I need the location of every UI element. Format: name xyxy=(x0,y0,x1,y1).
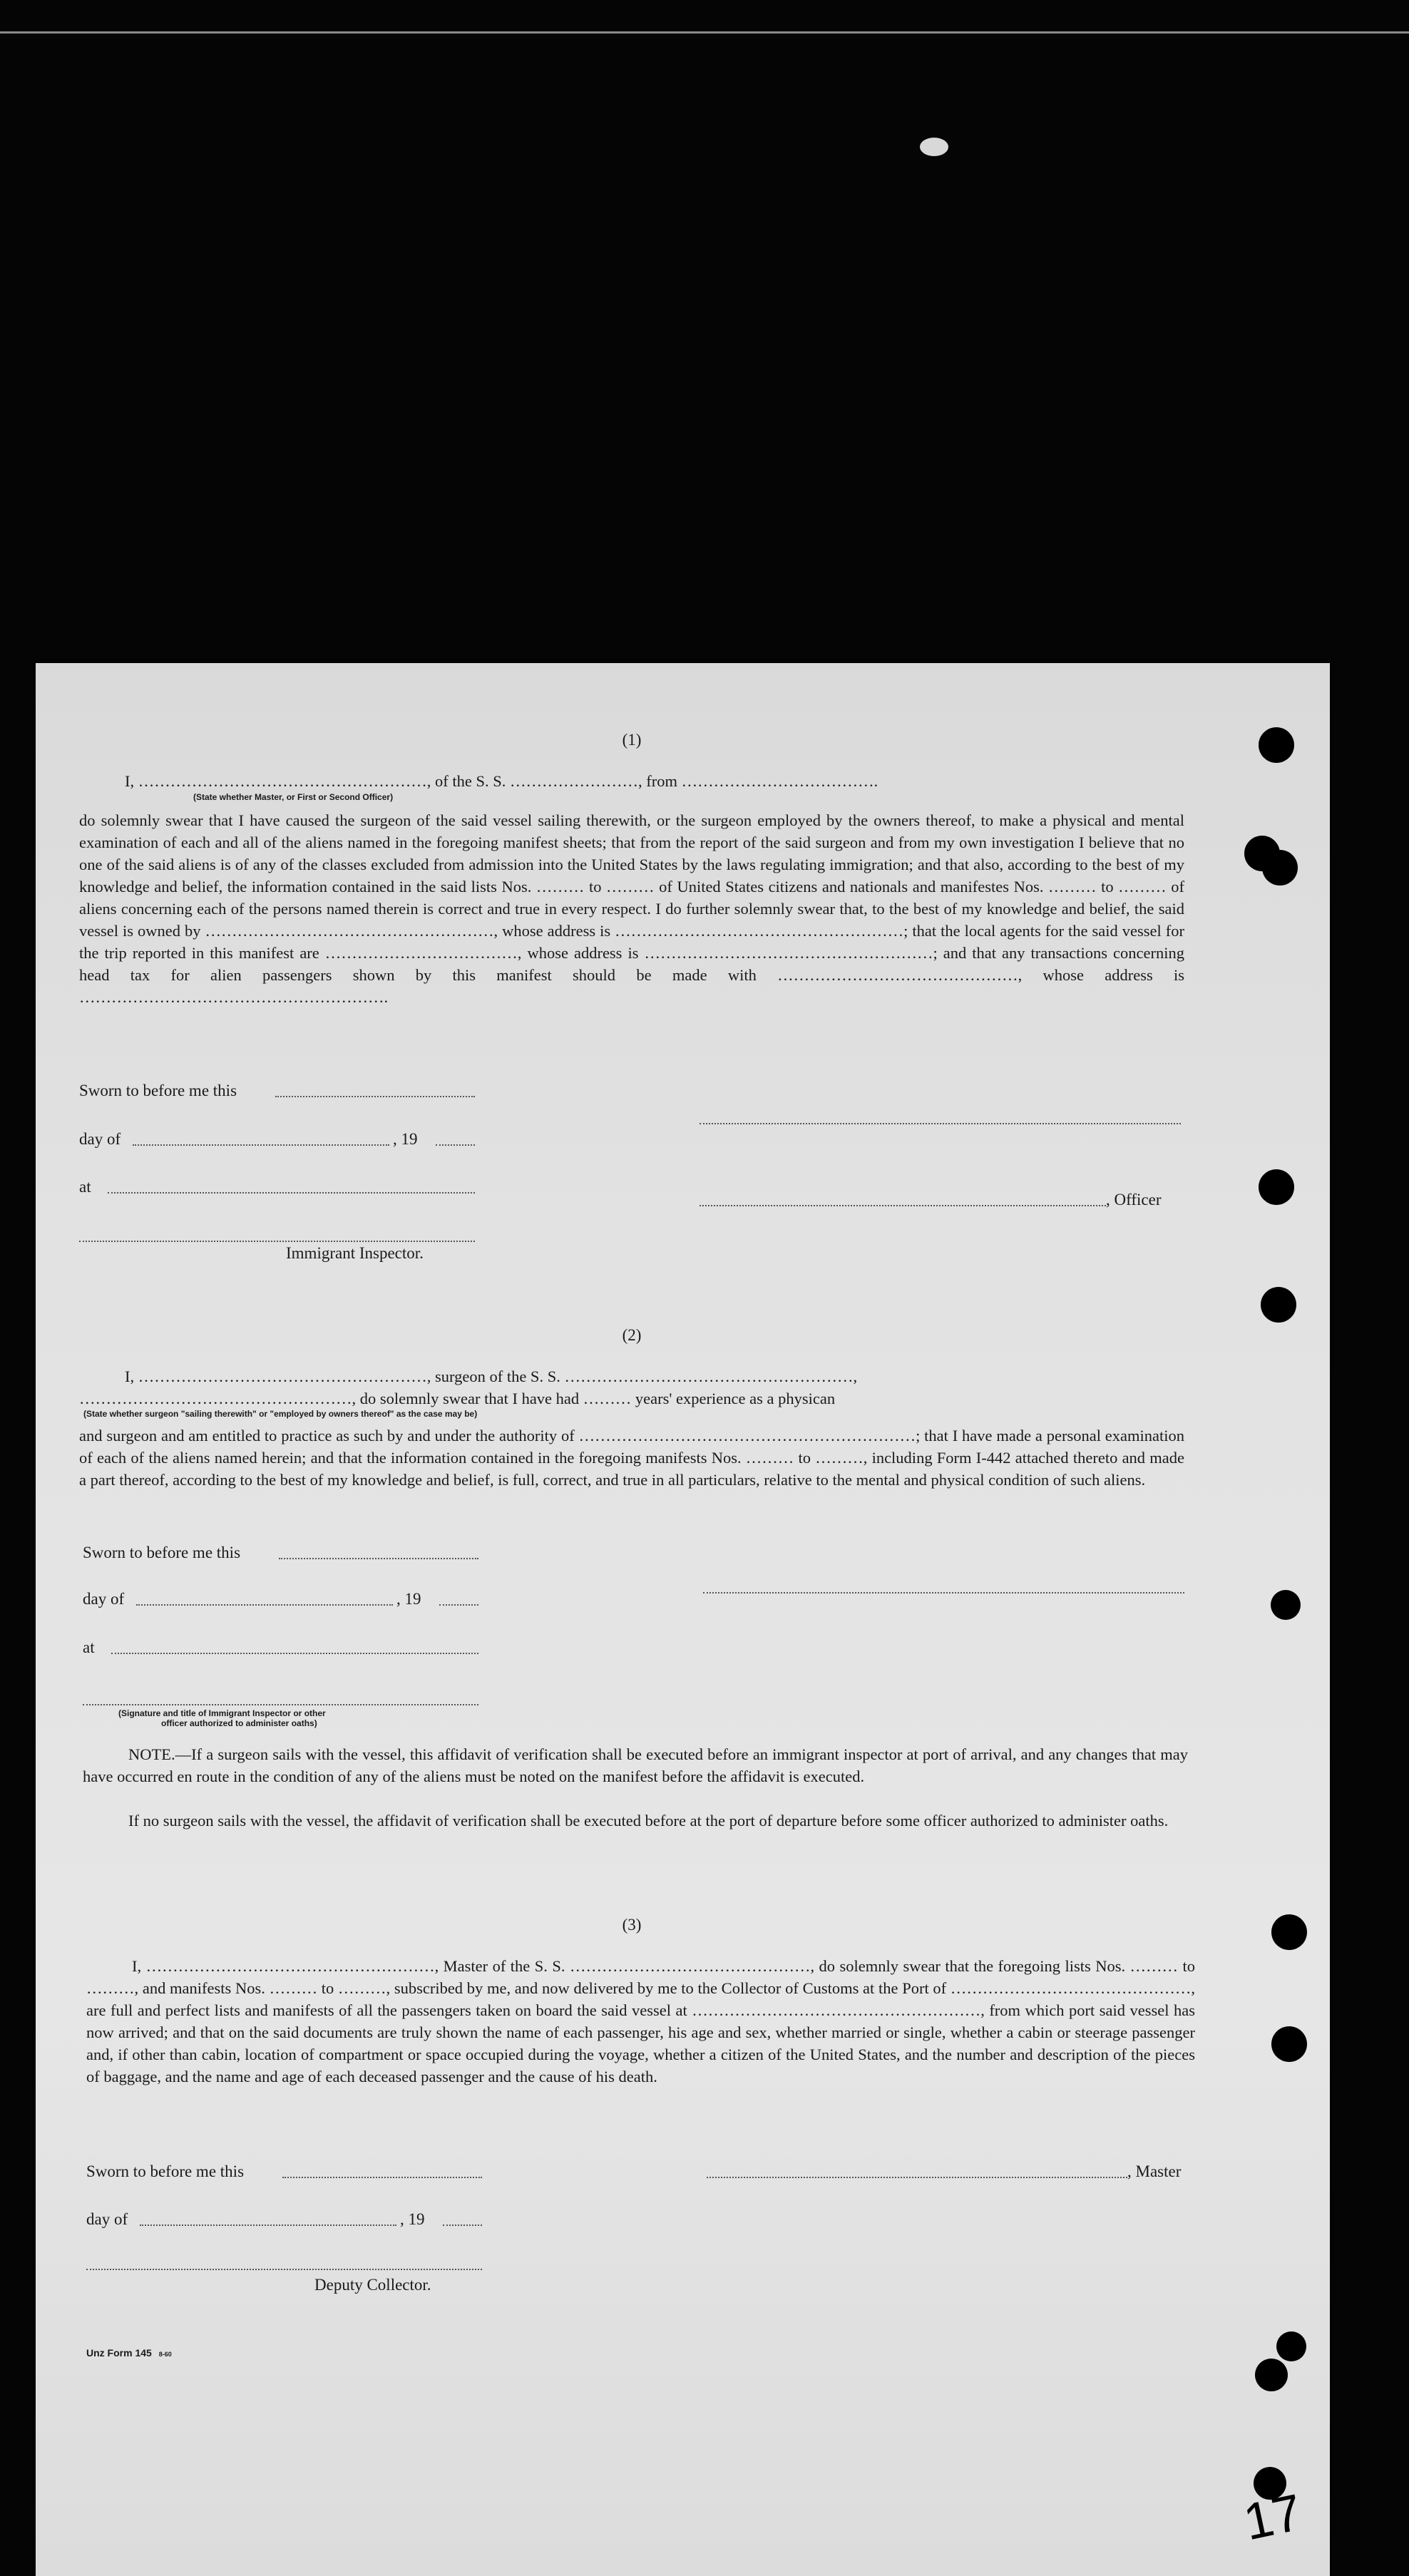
section-3-year-label: , 19 xyxy=(400,2210,425,2228)
section-1-officer-note: (State whether Master, or First or Second Officer) xyxy=(193,792,394,802)
section-2-note-2: If no surgeon sails with the vessel, the affidavit of verification shall be executed before at the port of departure before some officer authorized to administer oaths. xyxy=(128,1812,1169,1830)
section-3-day-line xyxy=(140,2225,396,2226)
film-speck xyxy=(920,138,948,156)
section-2-sworn-label: Sworn to before me this xyxy=(83,1544,241,1561)
binder-hole xyxy=(1271,1914,1307,1950)
form-number xyxy=(86,2347,172,2359)
section-1-year-line xyxy=(436,1144,475,1146)
section-1-sworn-label: Sworn to before me this xyxy=(79,1082,237,1099)
section-2-sworn-line xyxy=(279,1558,478,1559)
manifest-back-page xyxy=(36,663,1330,2576)
handwritten-page-number: 17 xyxy=(1239,2483,1307,2552)
binder-hole xyxy=(1259,1169,1294,1205)
binder-hole xyxy=(1259,727,1294,763)
section-2-oath-line: I, ………………………………………………, surgeon of the S. S. ………………………………………………, xyxy=(125,1367,858,1385)
section-3-collector-label: Deputy Collector. xyxy=(314,2276,431,2294)
section-2-day-label: day of xyxy=(83,1590,125,1608)
form-number-label: Unz Form 145 xyxy=(86,2347,152,2359)
section-1-signature-line xyxy=(700,1123,1181,1124)
binder-hole xyxy=(1261,1287,1296,1323)
binder-hole xyxy=(1255,2359,1288,2391)
section-1-sworn-line xyxy=(275,1096,475,1097)
section-1-officer-line xyxy=(700,1205,1106,1206)
binder-hole xyxy=(1271,2026,1307,2062)
section-1-oath-body: do solemnly swear that I have caused the surgeon of the said vessel sailing therewith, or the surgeon employed by the owners thereof, to make a physical and mental examination of each and all of the aliens named in the foregoing manifest sheets; that from the report of the said surgeon and from my own investigation I believe that no one of the said aliens is of any of the classes excluded from admission into the United States by the laws regulating immigration; and that also, according to the best of my knowledge and belief, the information contained in the said lists Nos. ……… to ……… of United States citizens and nationals and manifestes Nos. ……… to ……… of aliens concerning each of the persons named therein is correct and true in every respect. I do further solemnly swear that, to the best of my knowledge and belief, the said vessel is owned by ………………………………………………, whose address is ………………………………………………; that the local agents for the said vessel for the trip reported in this manifest are ………………………………, whose address is ………………………………………………; and that any transactions concerning head tax for alien passengers shown by this manifest should be made with ………………………………………, whose address is …………………………………………………. xyxy=(79,811,1184,1006)
section-3-signature-line xyxy=(707,2177,1127,2178)
section-2-surgeon-note: (State whether surgeon "sailing therewith" or "employed by owners thereof" as the case may be) xyxy=(83,1409,478,1419)
section-1-day-line xyxy=(133,1144,389,1146)
section-1-number: (1) xyxy=(622,731,642,749)
binder-hole xyxy=(1262,850,1298,886)
section-2-oath-body: and surgeon and am entitled to practice as such by and under the authority of ………………………………………………………; that I have made a personal examination of each of the aliens named herein; and that the information contained in the foregoing manifests Nos. ……… to ………, including Form I-442 attached thereto and made a part thereof, according to the best of my knowledge and belief, is full, correct, and true in all particulars, relative to the mental and physical condition of such aliens. xyxy=(79,1427,1184,1489)
section-1-oath-line: I, ………………………………………………, of the S. S. ……………………, from ………………………………. xyxy=(125,772,878,790)
section-3-sworn-label: Sworn to before me this xyxy=(86,2162,245,2180)
section-2-oath-line-2: ……………………………………………, do solemnly swear that I have had ……… years' experience as a physican xyxy=(79,1390,836,1407)
section-2-year-label: , 19 xyxy=(396,1590,421,1608)
section-3-oath-body: I, ………………………………………………, Master of the S. S. ………………………………………, do solemnly swear that the foregoing lists Nos. ……… to ………, and manifests Nos. ……… to ………, subscribed by me, and now delivered by me to the Collector of Customs at the Port of ………………………………………, are full and perfect lists and manifests of all the passengers taken on board the said vessel at ………………………………………………, from which port said vessel has now arrived; and that on the said documents are truly shown the name of each passenger, his age and sex, whether married or single, whether a cabin or steerage passenger and, if other than cabin, location of compartment or space occupied during the voyage, whether a citizen of the United States, and the number and description of the pieces of baggage, and the name and age of each deceased passenger and the cause of his death. xyxy=(86,1957,1195,2085)
section-2-note-1: NOTE.—If a surgeon sails with the vessel, this affidavit of verification shall be executed before an immigrant inspector at port of arrival, and any changes that may have occurred en route in the condition of any of the aliens must be noted on the manifest before the affidavit is executed. xyxy=(83,1745,1188,1785)
form-number-suffix: 8-60 xyxy=(158,2351,172,2358)
binder-hole xyxy=(1276,2331,1306,2361)
section-3-sworn-line xyxy=(282,2177,482,2178)
section-2-sig-note-1: (Signature and title of Immigrant Inspector or other xyxy=(118,1708,326,1718)
binder-hole xyxy=(1271,1590,1301,1620)
section-1-inspector-label: Immigrant Inspector. xyxy=(286,1244,424,1262)
section-2-at-line xyxy=(111,1653,478,1654)
film-edge-line xyxy=(0,31,1409,34)
section-2-inspector-line xyxy=(83,1704,478,1705)
section-2-signature-line xyxy=(703,1592,1184,1594)
section-1-officer-label: , Officer xyxy=(1106,1191,1162,1209)
section-2-sig-note-2: officer authorized to administer oaths) xyxy=(161,1718,317,1728)
section-3-collector-line xyxy=(86,2269,482,2270)
section-1-at-line xyxy=(108,1192,475,1194)
section-3-number: (3) xyxy=(622,1916,642,1934)
section-1-year-label: , 19 xyxy=(393,1130,418,1148)
section-1-inspector-line xyxy=(79,1241,475,1242)
section-1-day-label: day of xyxy=(79,1130,121,1148)
section-3-day-label: day of xyxy=(86,2210,128,2228)
section-3-master-label: , Master xyxy=(1127,2162,1182,2180)
section-2-year-line xyxy=(439,1604,478,1606)
section-3-year-line xyxy=(443,2225,482,2226)
section-2-day-line xyxy=(136,1604,393,1606)
section-1-at-label: at xyxy=(79,1178,91,1196)
section-2-at-label: at xyxy=(83,1638,95,1656)
section-2-number: (2) xyxy=(622,1326,642,1344)
